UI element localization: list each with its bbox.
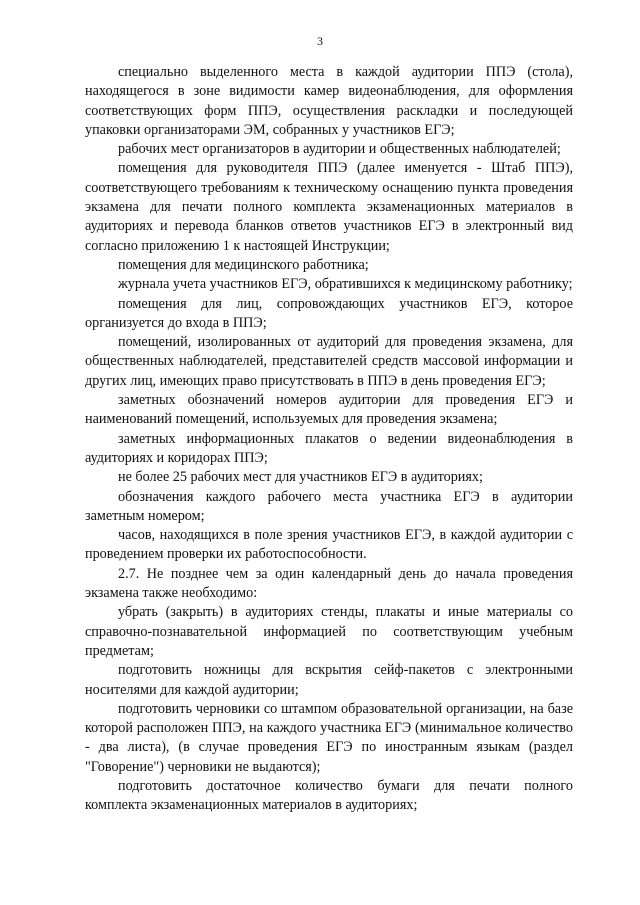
paragraph-17: подготовить достаточное количество бумаги для печати полного комплекта экзаменационных материалов в аудиториях; — [85, 777, 573, 814]
paragraph-1: специально выделенного места в каждой аудитории ППЭ (стола), находящегося в зоне видимости камер видеонаблюдения, для оформления соответствующих форм ППЭ, осуществления раскладки и последующей упаковки организаторами ЭМ, собранных у участников ЕГЭ; — [85, 64, 573, 138]
page-number: 3 — [317, 34, 323, 48]
paragraph-7: помещений, изолированных от аудиторий для проведения экзамена, для общественных наблюдателей, представителей средств массовой информации и других лиц, имеющих право присутствовать в ППЭ в день проведения ЕГЭ; — [85, 334, 573, 389]
paragraph-5: журнала учета участников ЕГЭ, обратившихся к медицинскому работнику; — [118, 276, 573, 293]
paragraph-8: заметных обозначений номеров аудитории для проведения ЕГЭ и наименований помещений, используемых для проведения экзамена; — [85, 392, 573, 428]
paragraph-6: помещения для лиц, сопровождающих участников ЕГЭ, которое организуется до входа в ППЭ; — [85, 295, 573, 331]
paragraph-15: подготовить ножницы для вскрытия сейф-пакетов с электронными носителями для каждой аудитории; — [85, 662, 573, 698]
paragraph-4: помещения для медицинского работника; — [118, 256, 369, 273]
paragraph-11: обозначения каждого рабочего места участника ЕГЭ в аудитории заметным номером; — [85, 488, 573, 524]
paragraph-13: 2.7. Не позднее чем за один календарный день до начала проведения экзамена также необходимо: — [85, 565, 573, 602]
paragraph-10: не более 25 рабочих мест для участников ЕГЭ в аудиториях; — [118, 469, 483, 486]
paragraph-12: часов, находящихся в поле зрения участников ЕГЭ, в каждой аудитории с проведением проверки их работоспособности. — [85, 527, 573, 563]
paragraph-16: подготовить черновики со штампом образовательной организации, на базе которой расположен ППЭ, на каждого участника ЕГЭ (минимальное количество - два листа), (в случае проведения ЕГЭ по иностранным языкам (раздел "Говорение") черновики не выдаются); — [85, 700, 573, 775]
document-body — [85, 63, 573, 816]
paragraph-14: убрать (закрыть) в аудиториях стенды, плакаты и иные материалы со справочно-познавательной информацией по соответствующим учебным предметам; — [85, 604, 573, 659]
paragraph-2: рабочих мест организаторов в аудитории и общественных наблюдателей; — [118, 141, 561, 158]
paragraph-3: помещения для руководителя ППЭ (далее именуется - Штаб ППЭ), соответствующего требованиям к техническому оснащению пункта проведения экзамена для печати полного комплекта экзаменационных материалов в аудиториях и перевода бланков ответов участников ЕГЭ в электронный вид согласно приложению 1 к настоящей Инструкции; — [85, 160, 573, 254]
paragraph-9: заметных информационных плакатов о ведении видеонаблюдения в аудиториях и коридорах ППЭ; — [85, 430, 573, 466]
